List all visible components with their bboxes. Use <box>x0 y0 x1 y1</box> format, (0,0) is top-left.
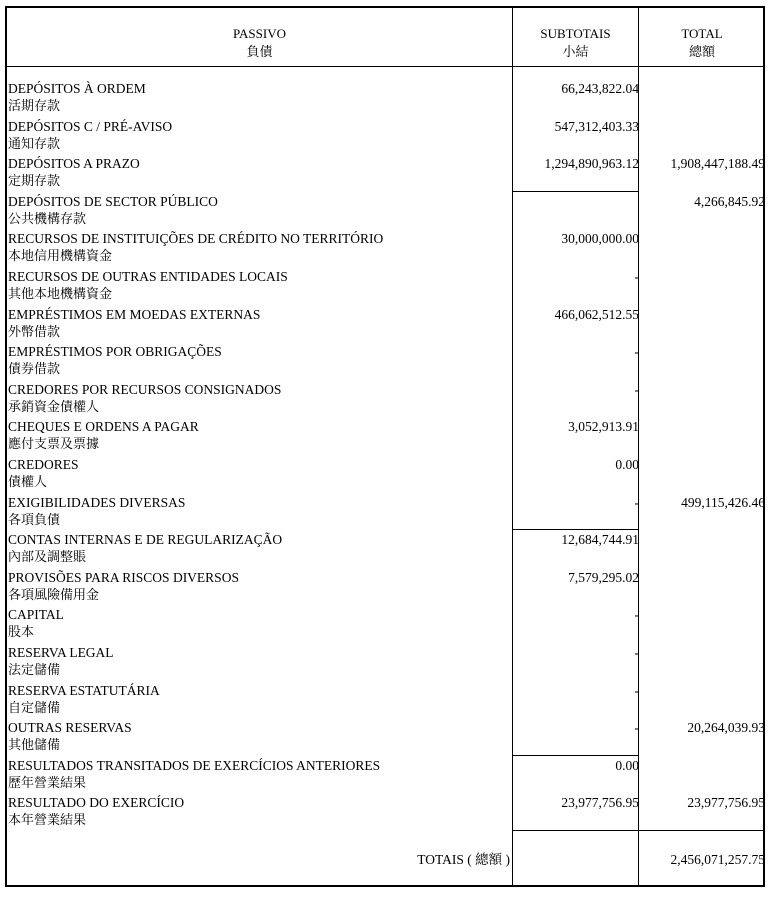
row-subtotal: 0.00 <box>615 757 639 773</box>
header-total <box>639 25 765 61</box>
header-subtotais-label: SUBTOTAIS <box>540 26 611 41</box>
row-label-pt: DEPÓSITOS C / PRÉ-AVISO <box>8 118 173 134</box>
row-label-pt: CHEQUES E ORDENS A PAGAR <box>8 419 199 435</box>
table-row <box>8 230 765 268</box>
table-row <box>8 193 765 231</box>
row-subtotal: - <box>634 720 639 736</box>
table-row <box>8 794 765 832</box>
header-subtotais-label-zh: 小結 <box>562 44 589 59</box>
row-subtotal: 466,062,512.55 <box>554 306 639 322</box>
row-label-pt: CREDORES POR RECURSOS CONSIGNADOS <box>8 381 282 397</box>
row-subtotal: - <box>634 494 639 510</box>
row-label-zh: 本地信用機構資金 <box>8 249 113 265</box>
row-subtotal: 1,294,890,963.12 <box>544 156 639 172</box>
table-row <box>8 494 765 532</box>
row-label-zh: 各項風險備用金 <box>8 587 100 603</box>
row-label-zh: 自定儲備 <box>8 700 61 716</box>
row-label-pt: RESERVA LEGAL <box>8 644 114 660</box>
row-label-pt: RECURSOS DE OUTRAS ENTIDADES LOCAIS <box>8 268 288 284</box>
table-row <box>8 531 765 569</box>
row-label-pt: EMPRÉSTIMOS POR OBRIGAÇÕES <box>8 344 222 360</box>
table-row <box>8 381 765 419</box>
header-total-label-zh: 總額 <box>688 44 715 59</box>
header-separator <box>5 66 765 67</box>
table-row <box>8 606 765 644</box>
row-subtotal: 23,977,756.95 <box>561 795 639 811</box>
row-subtotal: - <box>634 268 639 284</box>
totals-value: 2,456,071,257.75 <box>670 852 765 867</box>
row-label-zh: 定期存款 <box>8 174 61 190</box>
row-label-pt: DEPÓSITOS DE SECTOR PÚBLICO <box>8 193 218 209</box>
header-passivo-label: PASSIVO <box>233 26 286 41</box>
row-subtotal: - <box>634 381 639 397</box>
row-label-pt: CREDORES <box>8 456 79 472</box>
row-label-pt: CAPITAL <box>8 607 64 623</box>
row-total: 23,977,756.95 <box>687 795 765 811</box>
row-label-zh: 法定儲備 <box>8 662 61 678</box>
row-label-zh: 其他本地機構資金 <box>8 286 113 302</box>
table-row <box>8 306 765 344</box>
header-subtotais <box>513 25 638 61</box>
row-label-zh: 其他儲備 <box>8 738 61 754</box>
table-row <box>8 644 765 682</box>
row-subtotal: - <box>634 344 639 360</box>
row-label-pt: CONTAS INTERNAS E DE REGULARIZAÇÃO <box>8 532 283 548</box>
header-total-label: TOTAL <box>681 26 723 41</box>
row-label-pt: EMPRÉSTIMOS EM MOEDAS EXTERNAS <box>8 306 261 322</box>
row-label-zh: 債券借款 <box>8 362 61 378</box>
row-label-zh: 應付支票及票據 <box>8 437 100 453</box>
row-label-pt: RESULTADO DO EXERCÍCIO <box>8 795 185 811</box>
row-total: 20,264,039.93 <box>687 720 765 736</box>
table-row <box>8 682 765 720</box>
row-label-pt: RECURSOS DE INSTITUIÇÕES DE CRÉDITO NO TERRITÓRIO <box>8 231 384 247</box>
row-subtotal: - <box>634 682 639 698</box>
row-label-zh: 債權人 <box>8 474 48 490</box>
header-passivo-label-zh: 負債 <box>246 44 273 59</box>
row-subtotal: - <box>634 644 639 660</box>
row-label-pt: PROVISÕES PARA RISCOS DIVERSOS <box>8 569 239 585</box>
table-row <box>8 456 765 494</box>
table-row <box>8 569 765 607</box>
row-subtotal: 547,312,403.33 <box>554 118 639 134</box>
row-label-zh: 承銷資金債權人 <box>8 399 100 415</box>
table-row <box>8 80 765 118</box>
row-subtotal: 30,000,000.00 <box>561 231 639 247</box>
row-subtotal: - <box>634 607 639 623</box>
row-label-zh: 活期存款 <box>8 99 61 114</box>
row-subtotal: 3,052,913.91 <box>568 419 639 435</box>
row-label-pt: RESULTADOS TRANSITADOS DE EXERCÍCIOS ANTERIORES <box>8 757 381 773</box>
row-subtotal: 0.00 <box>615 456 639 472</box>
row-label-zh: 股本 <box>8 625 35 641</box>
row-subtotal: 66,243,822.04 <box>561 81 639 96</box>
row-label-zh: 通知存款 <box>8 136 61 152</box>
row-subtotal: 12,684,744.91 <box>561 532 639 548</box>
row-label-zh: 公共機構存款 <box>8 211 87 227</box>
row-label-zh: 歷年營業結果 <box>8 775 87 791</box>
row-total: 1,908,447,188.49 <box>670 156 765 172</box>
table-row <box>8 118 765 156</box>
row-label-zh: 本年營業結果 <box>8 813 87 829</box>
row-subtotal: 7,579,295.02 <box>568 569 639 585</box>
row-label-pt: OUTRAS RESERVAS <box>8 720 132 736</box>
row-label-zh: 內部及調整賬 <box>8 550 87 566</box>
row-total: 4,266,845.92 <box>694 193 765 209</box>
table-row <box>8 155 765 193</box>
totals-label: TOTAIS ( 總額 ) <box>417 852 510 867</box>
row-label-zh: 各項負債 <box>8 512 61 528</box>
table-row <box>8 757 765 795</box>
liability-rows <box>8 80 765 832</box>
table-row <box>8 418 765 456</box>
row-label-zh: 外幣借款 <box>8 324 61 340</box>
row-label-pt: DEPÓSITOS À ORDEM <box>8 81 146 96</box>
row-label-pt: DEPÓSITOS A PRAZO <box>8 156 140 172</box>
row-total: 499,115,426.46 <box>681 494 765 510</box>
table-row <box>8 268 765 306</box>
row-label-pt: RESERVA ESTATUTÁRIA <box>8 682 160 698</box>
row-label-pt: EXIGIBILIDADES DIVERSAS <box>8 494 186 510</box>
header-passivo <box>7 25 512 61</box>
table-row <box>8 719 765 757</box>
table-row <box>8 343 765 381</box>
